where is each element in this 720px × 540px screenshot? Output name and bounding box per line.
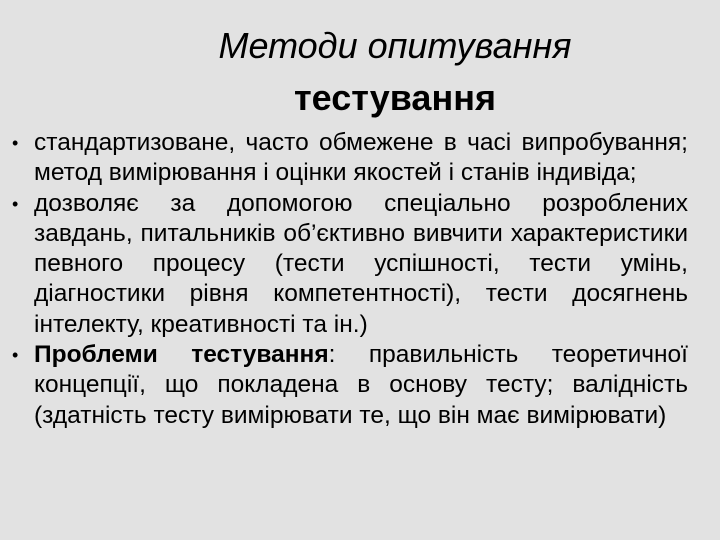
title-line-1: Методи опитування: [218, 25, 572, 66]
bullet-bold-term: Проблеми тестування: [34, 341, 329, 369]
bullet-item-3: [12, 340, 688, 431]
title-line-2: тестування: [294, 77, 496, 118]
bullet-icon: •: [12, 133, 19, 153]
bullet-text: дозволяє за допомогою спеціально розроблених завдань, питальників об’єктивно вивчити характеристики певного процесу (тести успішності, тести умінь, діагностики рівня компетентності), тести досягнень інтелекту, креативності та ін.): [34, 189, 688, 338]
bullet-list: [12, 128, 688, 431]
bullet-icon: •: [12, 345, 19, 366]
bullet-item-2: [12, 189, 688, 340]
bullet-text: стандартизоване, часто обмежене в часі випробування; метод вимірювання і оцінки якостей і станів індивіда;: [34, 129, 688, 187]
bullet-text: : правильність теоретичної концепції, що покладена в основу тесту; валідність (здатність тесту вимірювати те, що він має вимірювати): [34, 341, 688, 429]
bullet-icon: •: [12, 193, 19, 214]
slide-title: [0, 20, 720, 124]
bullet-item-1: [12, 128, 688, 189]
